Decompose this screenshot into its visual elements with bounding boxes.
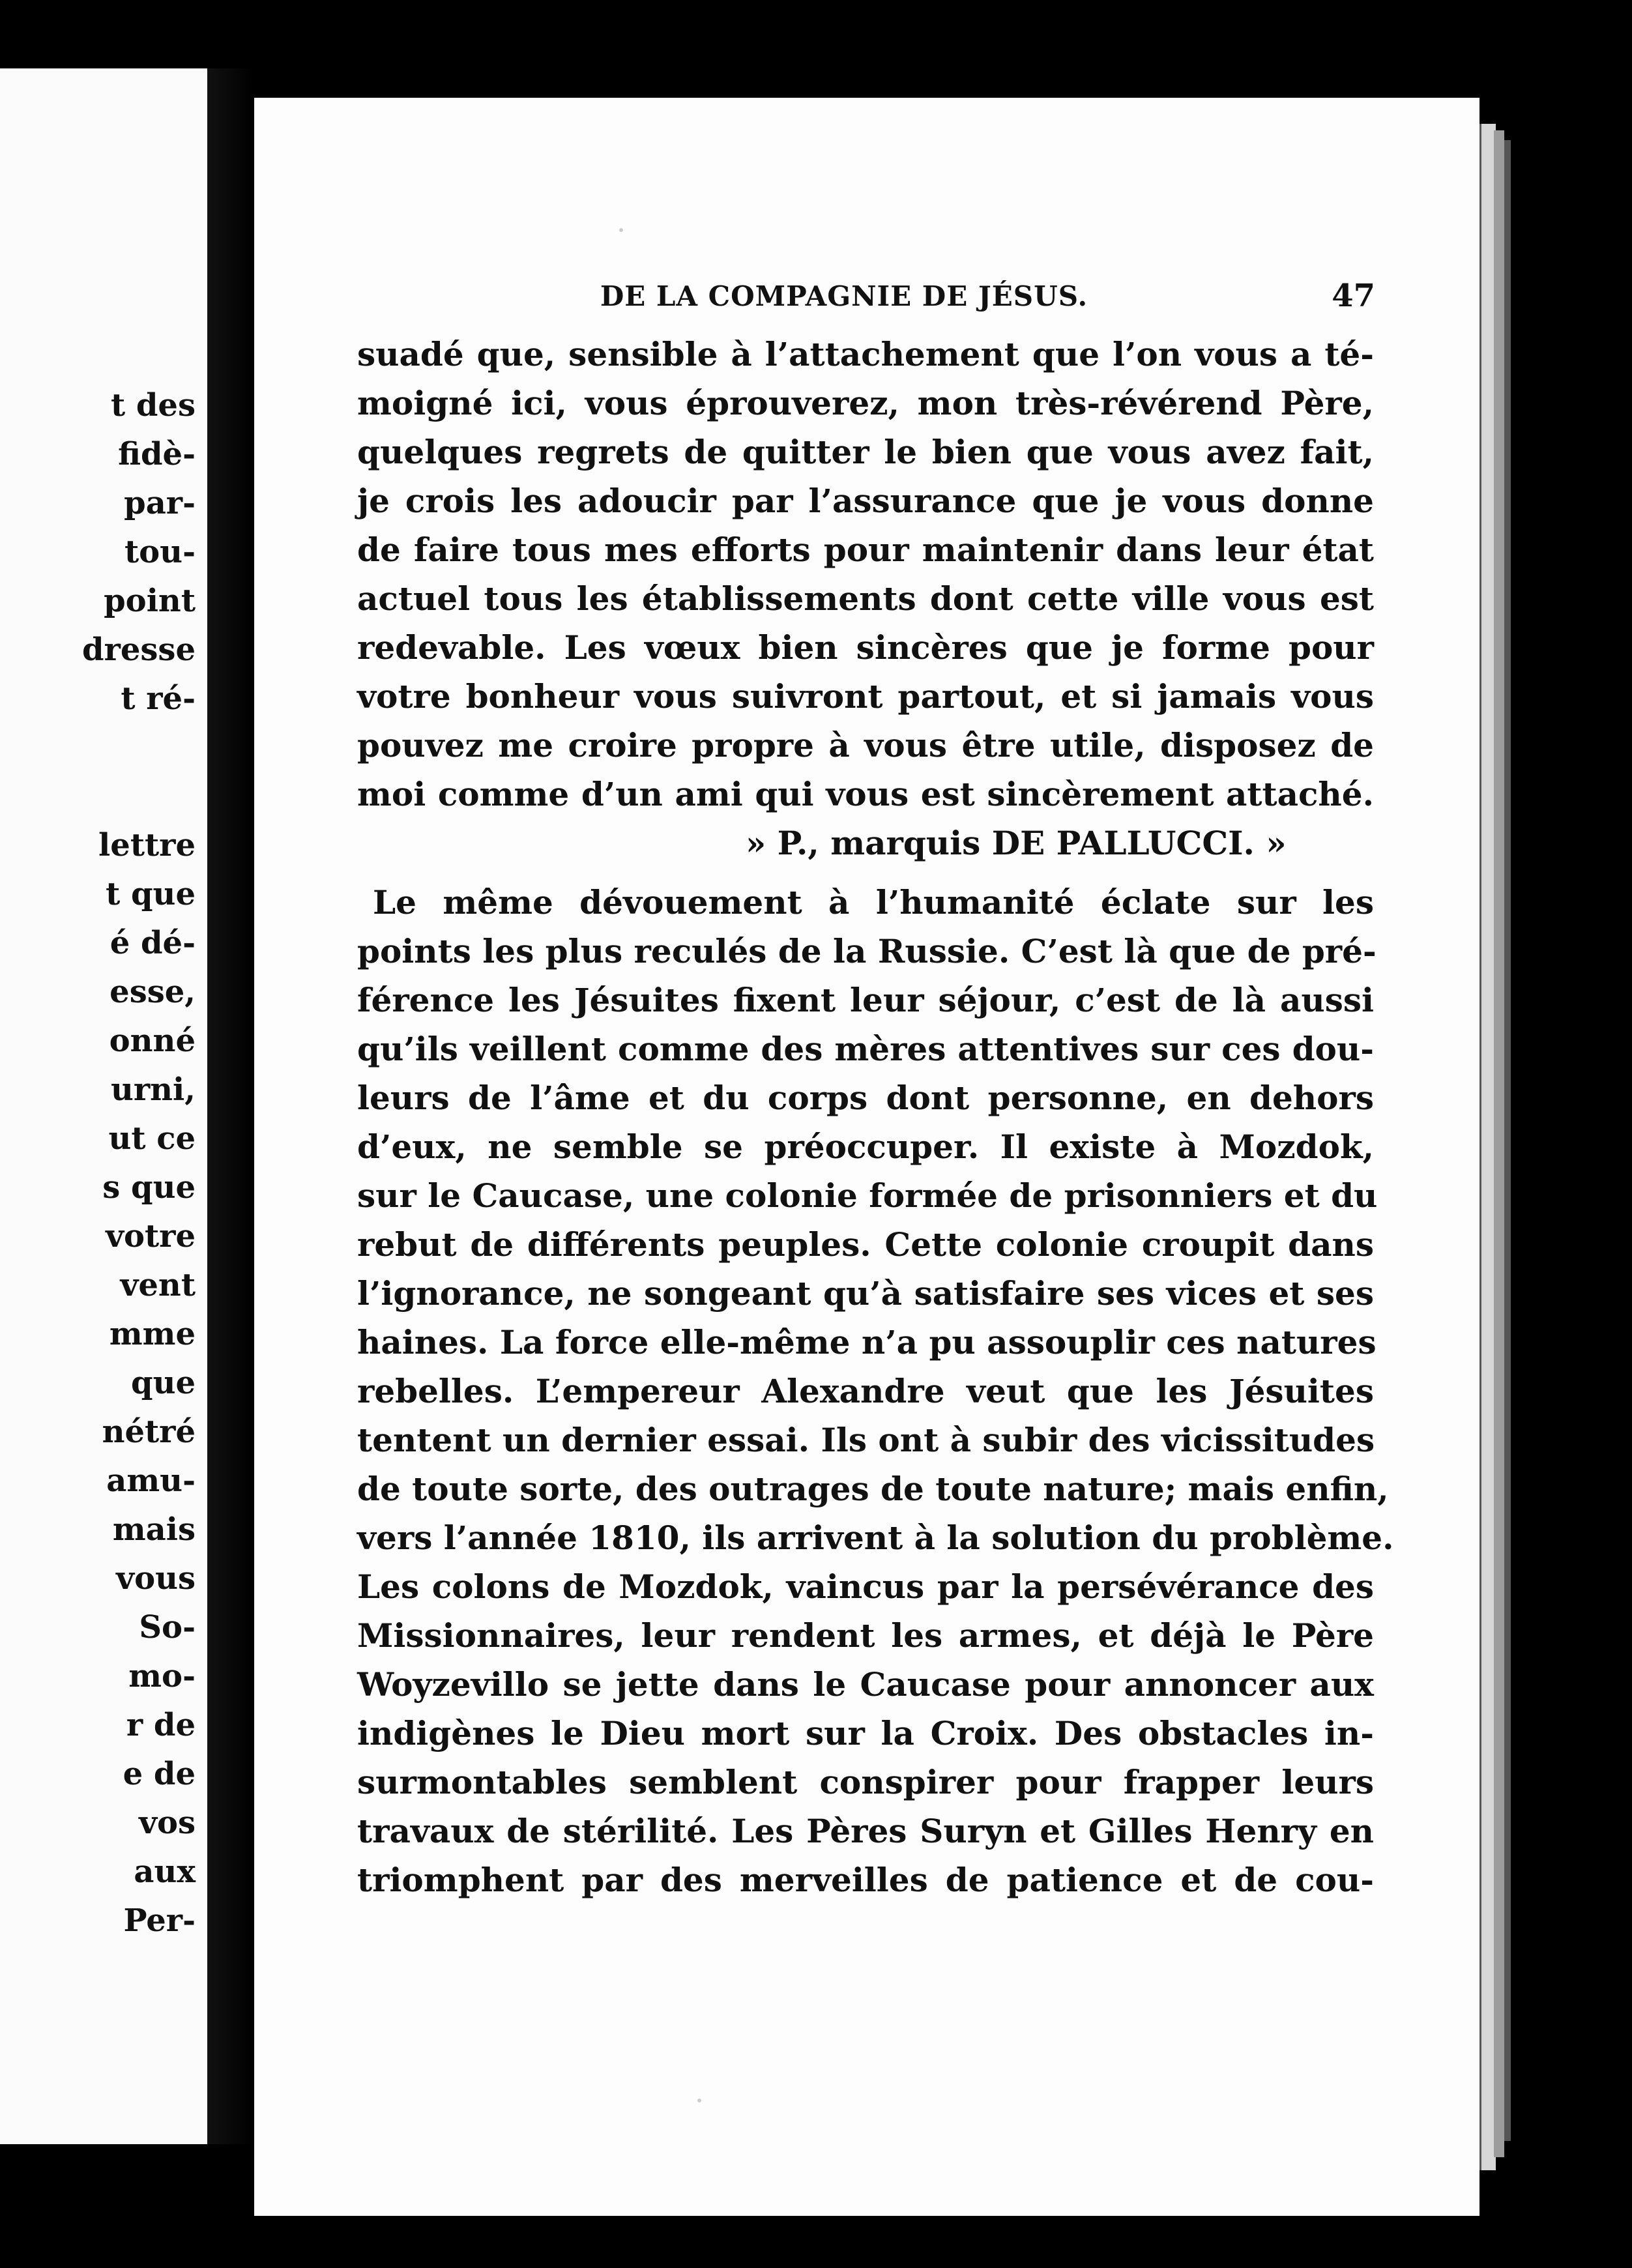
scan-speck bbox=[697, 2099, 701, 2102]
text-line: moi comme d’un ami qui vous est sincèrement attaché. bbox=[357, 775, 1374, 813]
text-line: surmontables semblent conspirer pour frapper leurs bbox=[357, 1763, 1374, 1801]
text-line: Les colons de Mozdok, vaincus par la persévérance des bbox=[357, 1567, 1374, 1606]
text-line: leurs de l’âme et du corps dont personne, en dehors bbox=[357, 1079, 1374, 1117]
left-line: par- bbox=[124, 485, 196, 521]
right-page bbox=[254, 98, 1479, 2216]
left-line: ut ce bbox=[108, 1120, 196, 1157]
left-line: que bbox=[131, 1365, 196, 1401]
left-line: t des bbox=[110, 387, 196, 424]
left-line: So- bbox=[139, 1609, 196, 1646]
left-line: dresse bbox=[82, 632, 196, 668]
text-line: pouvez me croire propre à vous être utile, disposez de bbox=[357, 726, 1374, 764]
text-line: tentent un dernier essai. Ils ont à subir des vicissitudes bbox=[357, 1421, 1375, 1459]
text-line: Woyzevillo se jette dans le Caucase pour annoncer aux bbox=[357, 1665, 1374, 1704]
paragraph-gap bbox=[357, 867, 1374, 878]
text-line: rebut de différents peuples. Cette colonie croupit dans bbox=[357, 1225, 1374, 1264]
text-line: actuel tous les établissements dont cette ville vous est bbox=[357, 579, 1374, 618]
text-line: Missionnaires, leur rendent les armes, et déjà le Père bbox=[357, 1616, 1374, 1655]
text-line: haines. La force elle-même n’a pu assouplir ces natures bbox=[357, 1323, 1377, 1361]
left-line: urni, bbox=[110, 1071, 196, 1108]
scan-speck bbox=[619, 228, 623, 232]
page-edge bbox=[1504, 140, 1511, 2141]
text-line: triomphent par des merveilles de patience et de cou- bbox=[357, 1861, 1374, 1899]
text-line: quelques regrets de quitter le bien que vous avez fait, bbox=[357, 433, 1374, 471]
left-line: fidè- bbox=[118, 436, 196, 472]
left-line: esse, bbox=[109, 974, 196, 1010]
left-line: votre bbox=[106, 1218, 196, 1255]
left-line: point bbox=[104, 583, 196, 619]
left-line: mme bbox=[109, 1316, 196, 1352]
left-line: Per- bbox=[123, 1902, 196, 1939]
text-line: redevable. Les vœux bien sincères que je forme pour bbox=[357, 628, 1374, 667]
book-gutter bbox=[207, 68, 254, 2144]
left-line: amu- bbox=[106, 1462, 196, 1499]
left-line: é dé- bbox=[109, 925, 196, 961]
text-line: de faire tous mes efforts pour maintenir dans leur état bbox=[357, 531, 1374, 569]
left-line: vous bbox=[116, 1560, 196, 1597]
left-line: vos bbox=[139, 1805, 196, 1841]
page-text bbox=[357, 330, 1394, 1904]
text-line: rebelles. L’empereur Alexandre veut que les Jésuites bbox=[357, 1372, 1374, 1410]
text-line: je crois les adoucir par l’assurance que je vous donne bbox=[357, 482, 1374, 520]
left-line: mo- bbox=[128, 1658, 196, 1694]
text-line: travaux de stérilité. Les Pères Suryn et Gilles Henry en bbox=[357, 1812, 1374, 1850]
running-head-title: DE LA COMPAGNIE DE JÉSUS. bbox=[600, 280, 1088, 312]
page-edge bbox=[1494, 130, 1504, 2157]
letter-signature: » P., marquis DE PALLUCCI. » bbox=[746, 824, 1287, 862]
left-line: t que bbox=[106, 876, 196, 912]
left-page bbox=[0, 68, 207, 2144]
left-line: s que bbox=[102, 1169, 196, 1206]
text-line: suadé que, sensible à l’attachement que l’on vous a té- bbox=[357, 335, 1374, 373]
text-line: vers l’année 1810, ils arrivent à la solution du problème. bbox=[357, 1519, 1394, 1557]
left-line: lettre bbox=[98, 827, 196, 864]
left-line: aux bbox=[134, 1854, 196, 1890]
page-number: 47 bbox=[1332, 278, 1375, 314]
text-line: indigènes le Dieu mort sur la Croix. Des obstacles in- bbox=[357, 1714, 1374, 1752]
text-line: d’eux, ne semble se préoccuper. Il existe à Mozdok, bbox=[357, 1127, 1374, 1166]
left-line: nétré bbox=[102, 1414, 196, 1450]
left-line: onné bbox=[109, 1023, 196, 1059]
left-line: vent bbox=[120, 1267, 196, 1303]
left-line: r de bbox=[126, 1707, 196, 1743]
text-line: votre bonheur vous suivront partout, et si jamais vous bbox=[357, 677, 1374, 716]
text-line: sur le Caucase, une colonie formée de prisonniers et du bbox=[357, 1176, 1378, 1215]
left-line: t ré- bbox=[121, 680, 196, 717]
running-head bbox=[372, 280, 1375, 326]
text-line: moigné ici, vous éprouverez, mon très-révérend Père, bbox=[357, 384, 1374, 422]
text-line: qu’ils veillent comme des mères attentives sur ces dou- bbox=[357, 1030, 1374, 1068]
text-line: férence les Jésuites fixent leur séjour, c’est de là aussi bbox=[357, 981, 1374, 1019]
left-line: tou- bbox=[124, 534, 196, 570]
text-line: points les plus reculés de la Russie. C’est là que de pré- bbox=[357, 932, 1377, 970]
text-line: l’ignorance, ne songeant qu’à satisfaire ses vices et ses bbox=[357, 1274, 1374, 1313]
left-page-text bbox=[26, 381, 196, 1945]
left-line-blank bbox=[26, 723, 196, 821]
left-line: mais bbox=[112, 1511, 196, 1548]
text-line: Le même dévouement à l’humanité éclate sur les bbox=[373, 883, 1374, 922]
text-line: de toute sorte, des outrages de toute nature; mais enfin, bbox=[357, 1470, 1389, 1508]
left-line: e de bbox=[123, 1756, 196, 1792]
